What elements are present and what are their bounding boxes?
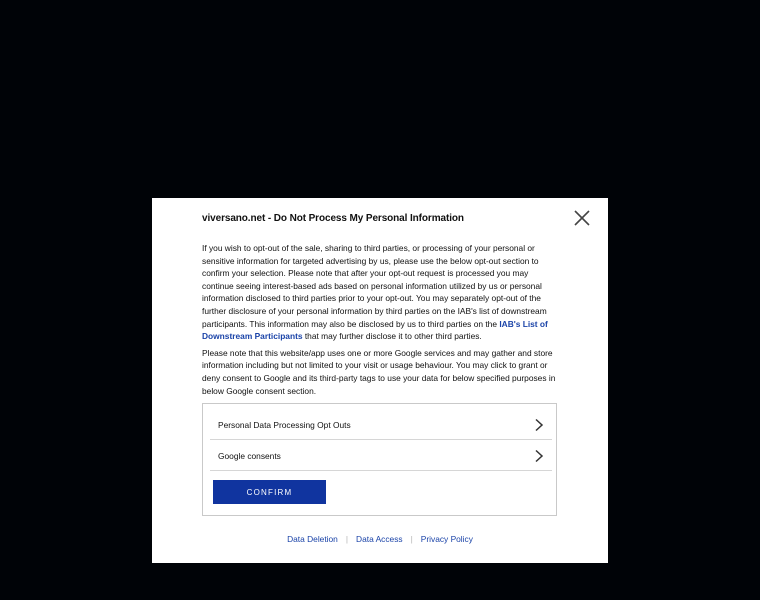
dialog-body [202, 242, 558, 396]
close-button[interactable] [572, 208, 592, 228]
close-icon [572, 208, 592, 228]
opt-out-text: If you wish to opt-out of the sale, sharing to third parties, or processing of your personal or sensitive information for targeted advertising by us, please use the below opt-out section to confirm your selection. Please note that after your opt-out request is processed you may continue seeing interest-based ads based on personal information utilized by us or personal information disclosed to third parties prior to your opt-out. You may separately opt-out of the further disclosure of your personal information by third parties on the IAB's list of downstream participants. This information may also be disclosed by us to third parties on the [202, 243, 547, 329]
consent-dialog [152, 198, 608, 563]
footer-separator: | [410, 534, 413, 544]
personal-data-opt-outs-row[interactable] [210, 410, 552, 440]
privacy-policy-link[interactable]: Privacy Policy [420, 534, 473, 544]
google-notice-paragraph: Please note that this website/app uses one or more Google services and may gather and store information including but not limited to your visit or usage behaviour. You may click to grant or deny consent to Google and its third-party tags to use your data for below specified purposes in below Google consent section. [202, 347, 556, 396]
iab-downstream-link[interactable]: IAB's List of Downstream Participants [202, 318, 548, 342]
confirm-button[interactable]: CONFIRM [213, 480, 326, 504]
chevron-right-icon [534, 449, 544, 463]
footer-links [152, 534, 608, 544]
footer-separator: | [345, 534, 349, 544]
data-access-link[interactable]: Data Access [356, 534, 403, 544]
consent-panel [202, 403, 557, 516]
chevron-right-icon [534, 418, 544, 432]
opt-out-paragraph [202, 242, 558, 343]
opt-out-text-tail: that may further disclose it to other third parties. [302, 331, 482, 342]
dialog-title: viversano.net - Do Not Process My Personal Information [202, 213, 464, 224]
data-deletion-link[interactable]: Data Deletion [287, 534, 338, 544]
row-label: Personal Data Processing Opt Outs [218, 419, 351, 430]
google-consents-row[interactable] [210, 441, 552, 471]
row-label: Google consents [218, 450, 281, 461]
